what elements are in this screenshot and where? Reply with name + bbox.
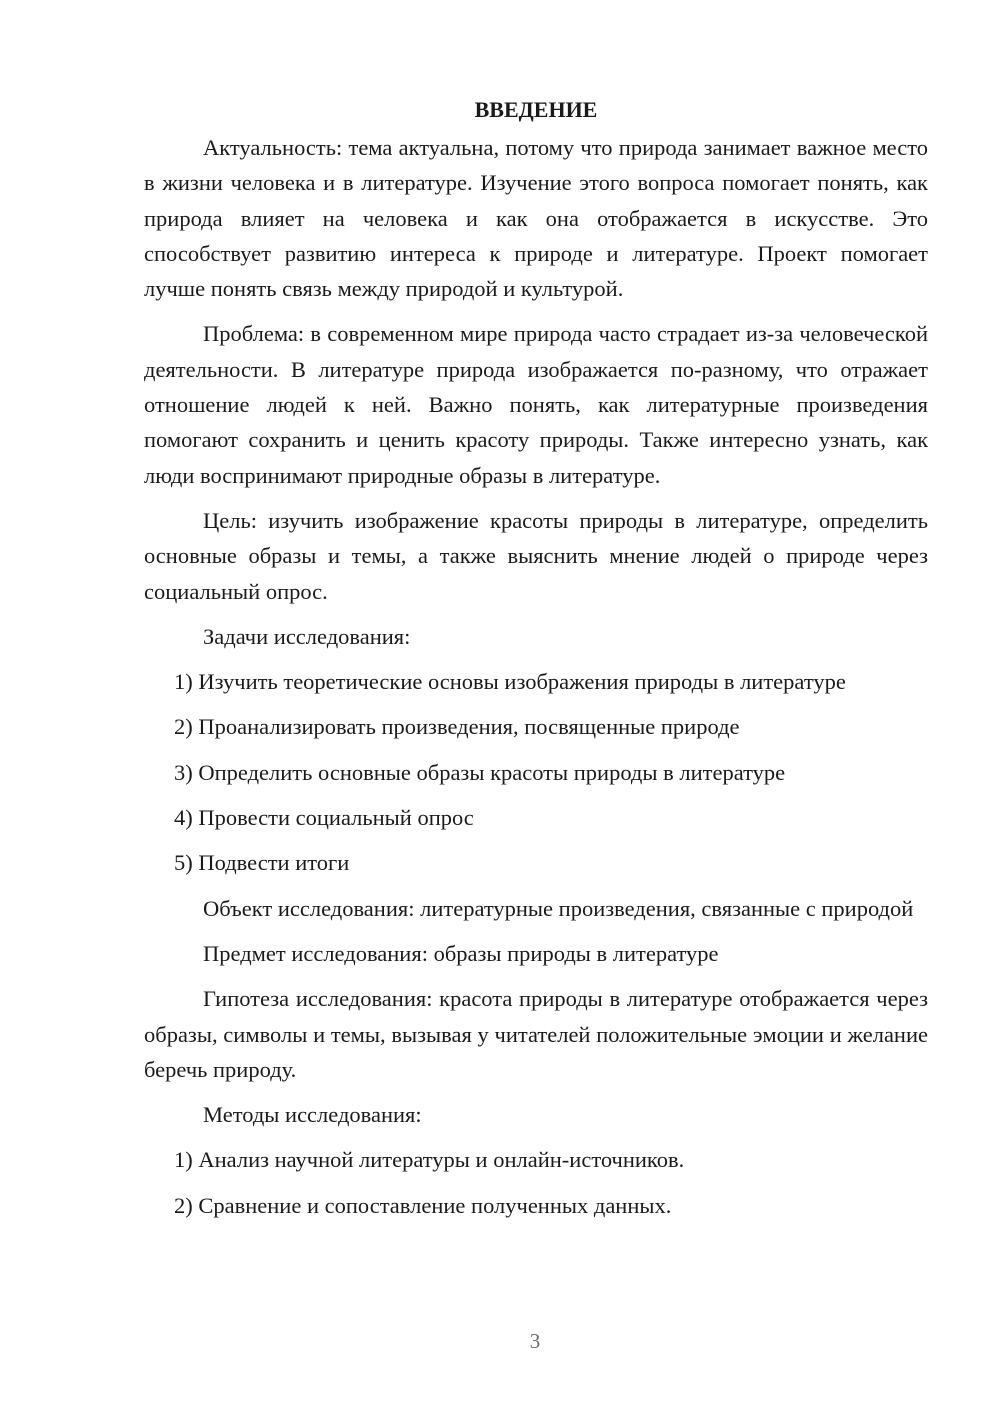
relevance-paragraph: Актуальность: тема актуальна, потому что природа занимает важное место в жизни человека и в литературе. Изучение этого вопроса помогает понять, как природа влияет на человека и как она отображается в искусстве. Это способствует развитию интереса к природе и литературе. Проект помогает лучше понять связь между природой и культурой. — [144, 135, 928, 302]
tasks-label: Задачи исследования: — [203, 623, 411, 649]
document-page — [144, 92, 928, 1233]
page-number: 3 — [529, 1329, 541, 1353]
list-item: 5) Подвести итоги — [174, 850, 350, 876]
methods-list — [144, 1142, 928, 1223]
section-heading: ВВЕДЕНИЕ — [474, 97, 598, 122]
hypothesis-paragraph: Гипотеза исследования: красота природы в литературе отображается через образы, символы и темы, вызывая у читателей положительные эмоции и желание беречь природу. — [144, 986, 928, 1082]
subject-paragraph: Предмет исследования: образы природы в литературе — [203, 940, 719, 966]
methods-label: Методы исследования: — [203, 1102, 422, 1128]
list-item: 2) Сравнение и сопоставление полученных данных. — [174, 1192, 672, 1218]
list-item: 3) Определить основные образы красоты природы в литературе — [174, 759, 786, 785]
list-item: 1) Изучить теоретические основы изображения природы в литературе — [174, 669, 846, 695]
list-item: 1) Анализ научной литературы и онлайн-источников. — [174, 1147, 685, 1173]
object-paragraph: Объект исследования: литературные произведения, связанные с природой — [203, 895, 914, 921]
list-item: 4) Провести социальный опрос — [174, 805, 474, 831]
goal-paragraph: Цель: изучить изображение красоты природы в литературе, определить основные образы и темы, а также выяснить мнение людей о природе через социальный опрос. — [144, 507, 928, 604]
problem-paragraph: Проблема: в современном мире природа часто страдает из-за человеческой деятельности. В литературе природа изображается по-разному, что отражает отношение людей к ней. Важно понять, как литературные произведения помогают сохранить и ценить красоту природы. Также интересно узнать, как люди воспринимают природные образы в литературе. — [144, 321, 928, 488]
tasks-list — [144, 664, 928, 880]
list-item: 2) Проанализировать произведения, посвященные природе — [174, 714, 740, 740]
